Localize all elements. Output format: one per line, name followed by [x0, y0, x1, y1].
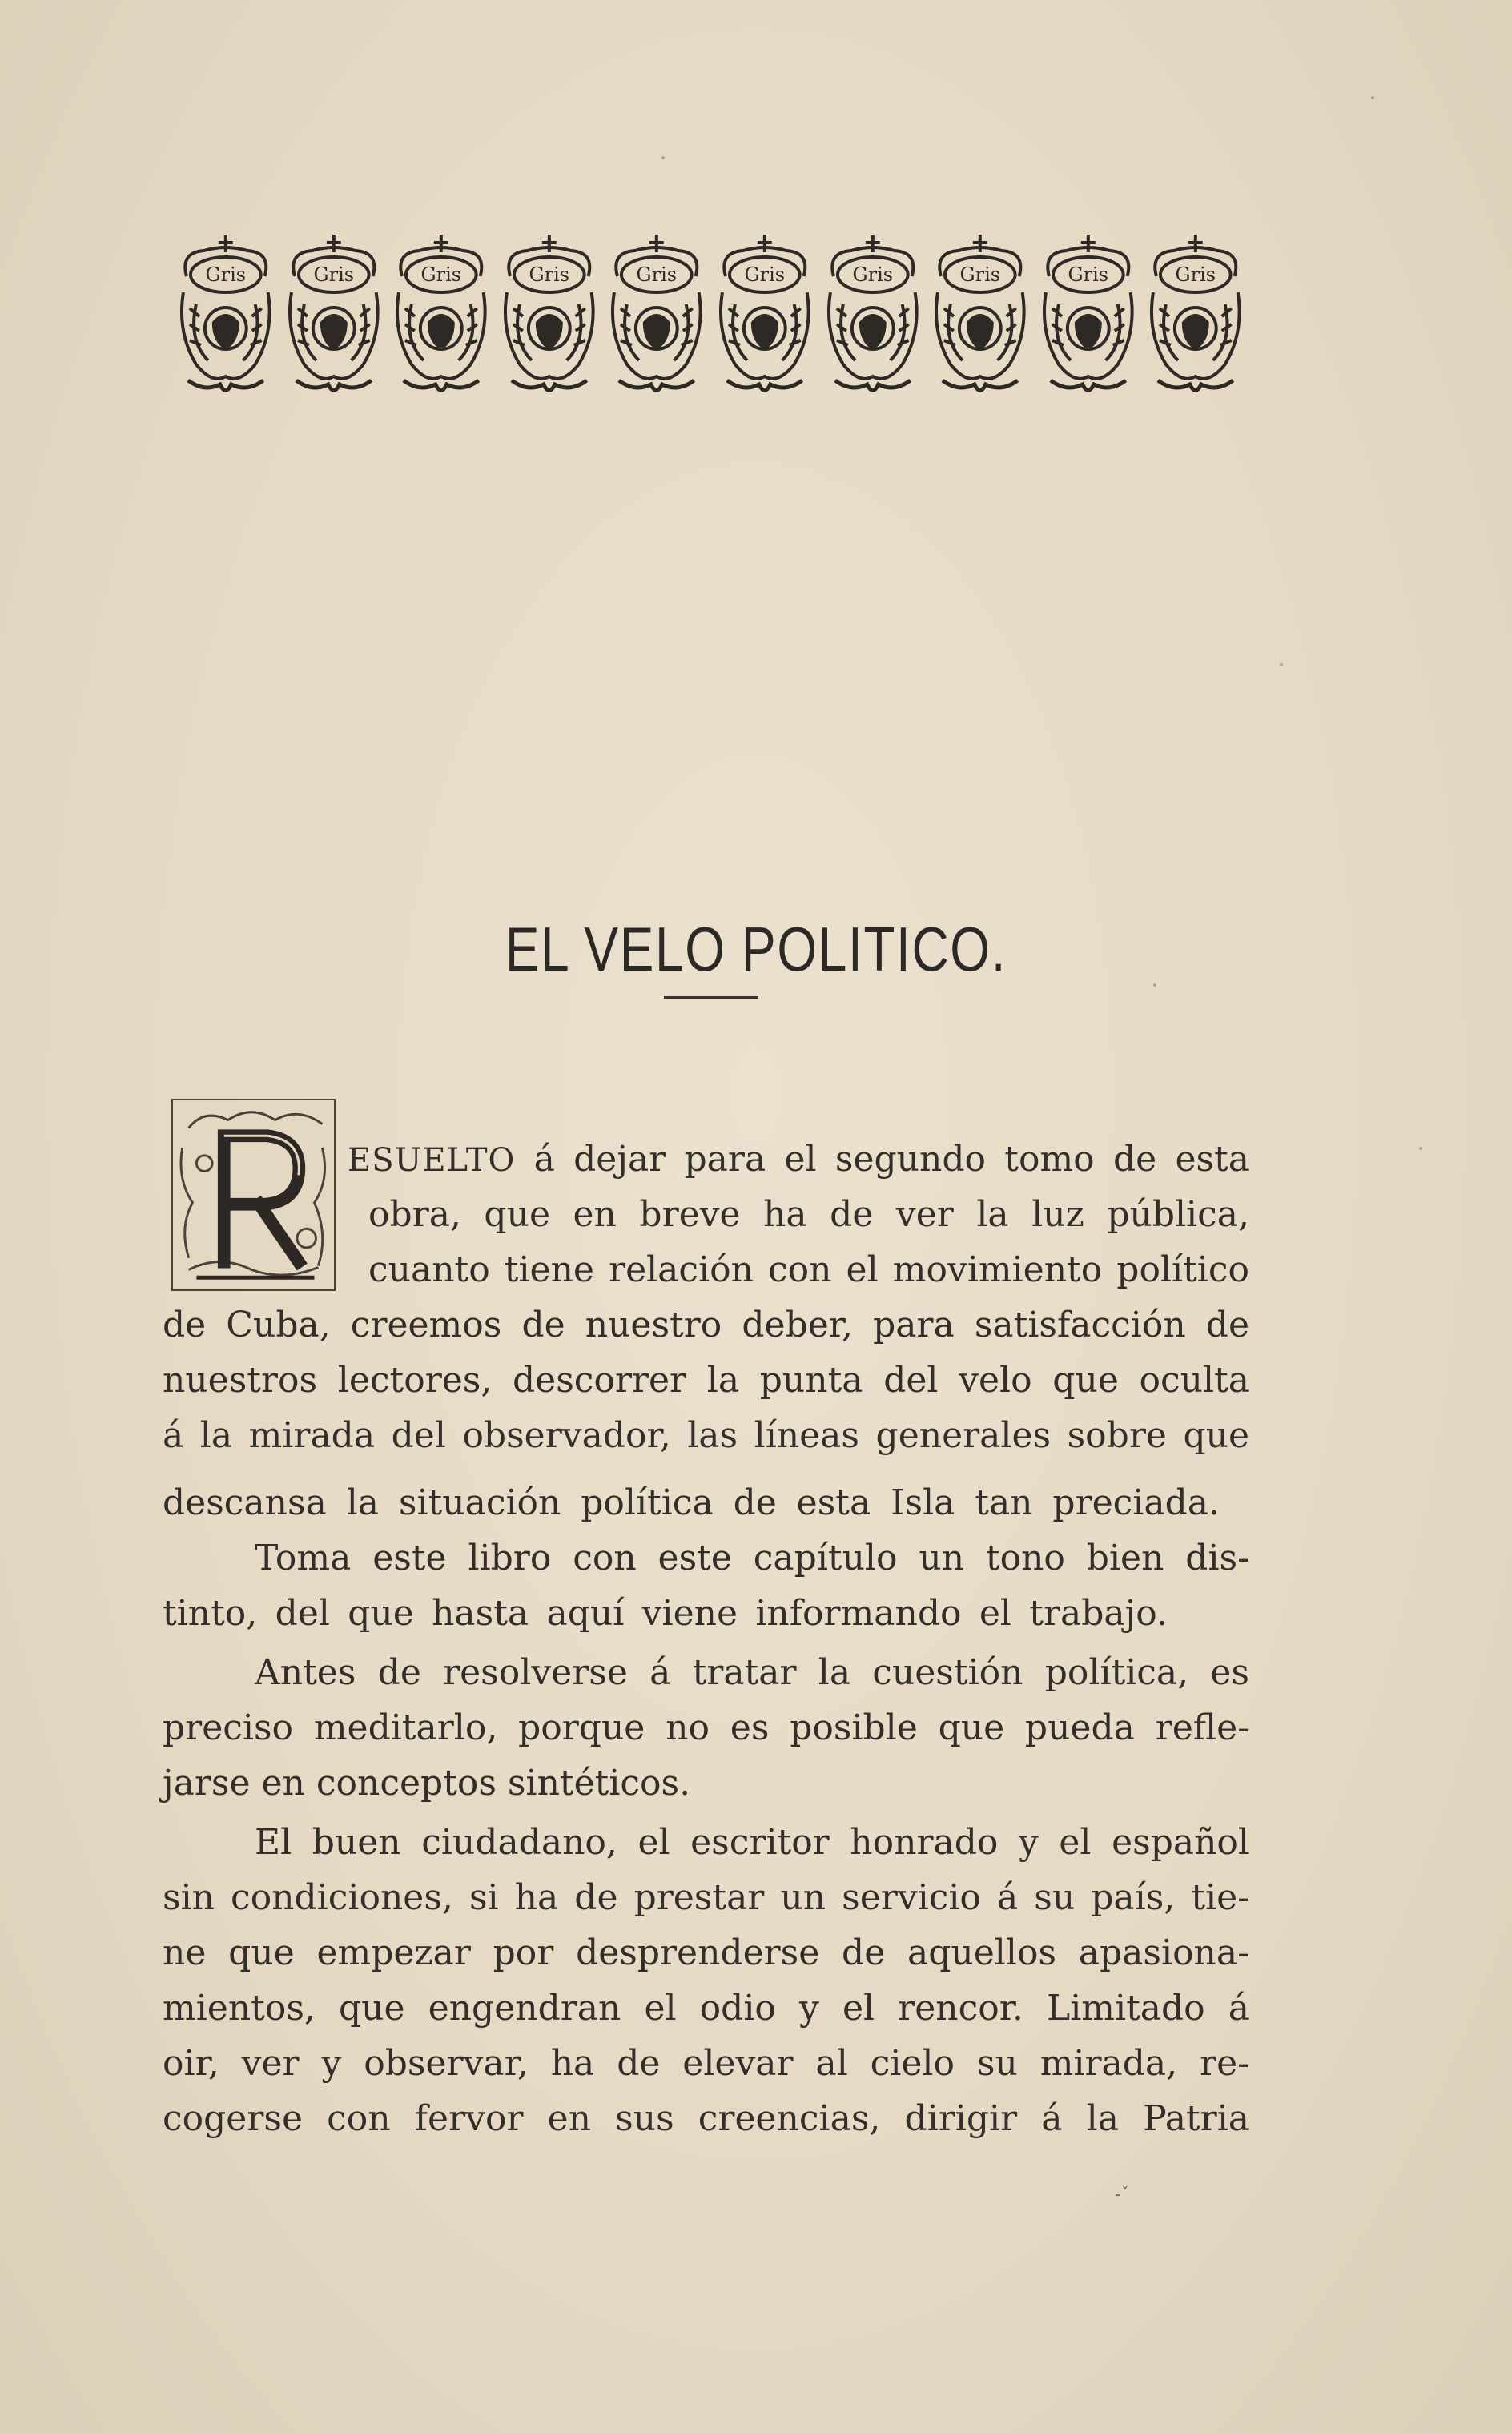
text-line-10: Antes de resolverse á tratar la cuestión política, es: [255, 1652, 1249, 1693]
text-line-15: ne que empezar por desprenderse de aquellos apasiona-: [163, 1932, 1249, 1973]
chapter-title: EL VELO POLITICO.: [505, 914, 1007, 984]
text-line-4: de Cuba, creemos de nuestro deber, para satisfacción de: [163, 1305, 1249, 1345]
svg-text:Gris: Gris: [852, 263, 893, 287]
title-rule: [664, 996, 758, 999]
text-line-12: jarse en conceptos sintéticos.: [163, 1763, 691, 1804]
text-line-13: El buen ciudadano, el escritor honrado y el español: [255, 1822, 1249, 1863]
svg-text:Gris: Gris: [1175, 263, 1216, 287]
ornament-unit: [280, 228, 388, 400]
text-line-18: cogerse con fervor en sus creencias, dirigir á la Patria: [163, 2098, 1249, 2139]
ornament-unit: [711, 228, 818, 400]
page-mark: -ˇ: [1115, 2185, 1130, 2205]
svg-text:Gris: Gris: [205, 263, 247, 287]
paper-speck: [1280, 663, 1283, 666]
ornament-unit: [1142, 228, 1249, 400]
drop-cap-r: [171, 1099, 336, 1291]
svg-text:Gris: Gris: [959, 263, 1001, 287]
ornament-unit: [819, 228, 927, 400]
ornament-unit: [172, 228, 279, 400]
svg-text:Gris: Gris: [313, 263, 354, 287]
paper-speck: [1419, 1147, 1422, 1150]
lead-smallcaps: ESUELTO: [348, 1142, 516, 1179]
text-line-17: oir, ver y observar, ha de elevar al cielo su mirada, re-: [163, 2043, 1249, 2084]
text-line-1: [348, 1135, 1249, 1184]
header-ornament-band: [172, 228, 1249, 400]
ornament-unit: [603, 228, 710, 400]
text-line-5: nuestros lectores, descorrer la punta del velo que oculta: [163, 1360, 1249, 1401]
svg-text:Gris: Gris: [529, 263, 569, 287]
text-line-16: mientos, que engendran el odio y el rencor. Limitado á: [163, 1988, 1249, 2029]
text-line-9: tinto, del que hasta aquí viene informando el trabajo.: [163, 1593, 1168, 1634]
text-line-8: Toma este libro con este capítulo un tono bien dis-: [255, 1538, 1249, 1578]
svg-text:Gris: Gris: [420, 263, 462, 287]
paper-speck: [1371, 96, 1374, 99]
ornament-unit: [1035, 228, 1142, 400]
paper-speck: [1153, 983, 1156, 987]
svg-text:Gris: Gris: [744, 263, 786, 287]
svg-text:Gris: Gris: [1068, 263, 1108, 287]
text-line-6: á la mirada del observador, las líneas generales sobre que: [163, 1415, 1249, 1456]
text-line-7: descansa la situación política de esta Isla tan preciada.: [163, 1482, 1220, 1523]
ornament-unit: [927, 228, 1034, 400]
text-line-14: sin condiciones, si ha de prestar un servicio á su país, tie-: [163, 1877, 1249, 1918]
text-line-11: preciso meditarlo, porque no es posible que pueda refle-: [163, 1707, 1249, 1748]
text-segment: á dejar para el segundo tomo de esta: [515, 1139, 1249, 1180]
ornament-unit: [388, 228, 495, 400]
paper-speck: [662, 156, 665, 159]
ornament-unit: [496, 228, 603, 400]
text-line-2: obra, que en breve ha de ver la luz pública,: [368, 1194, 1249, 1235]
svg-text:Gris: Gris: [636, 263, 678, 287]
text-line-3: cuanto tiene relación con el movimiento político: [368, 1249, 1249, 1290]
